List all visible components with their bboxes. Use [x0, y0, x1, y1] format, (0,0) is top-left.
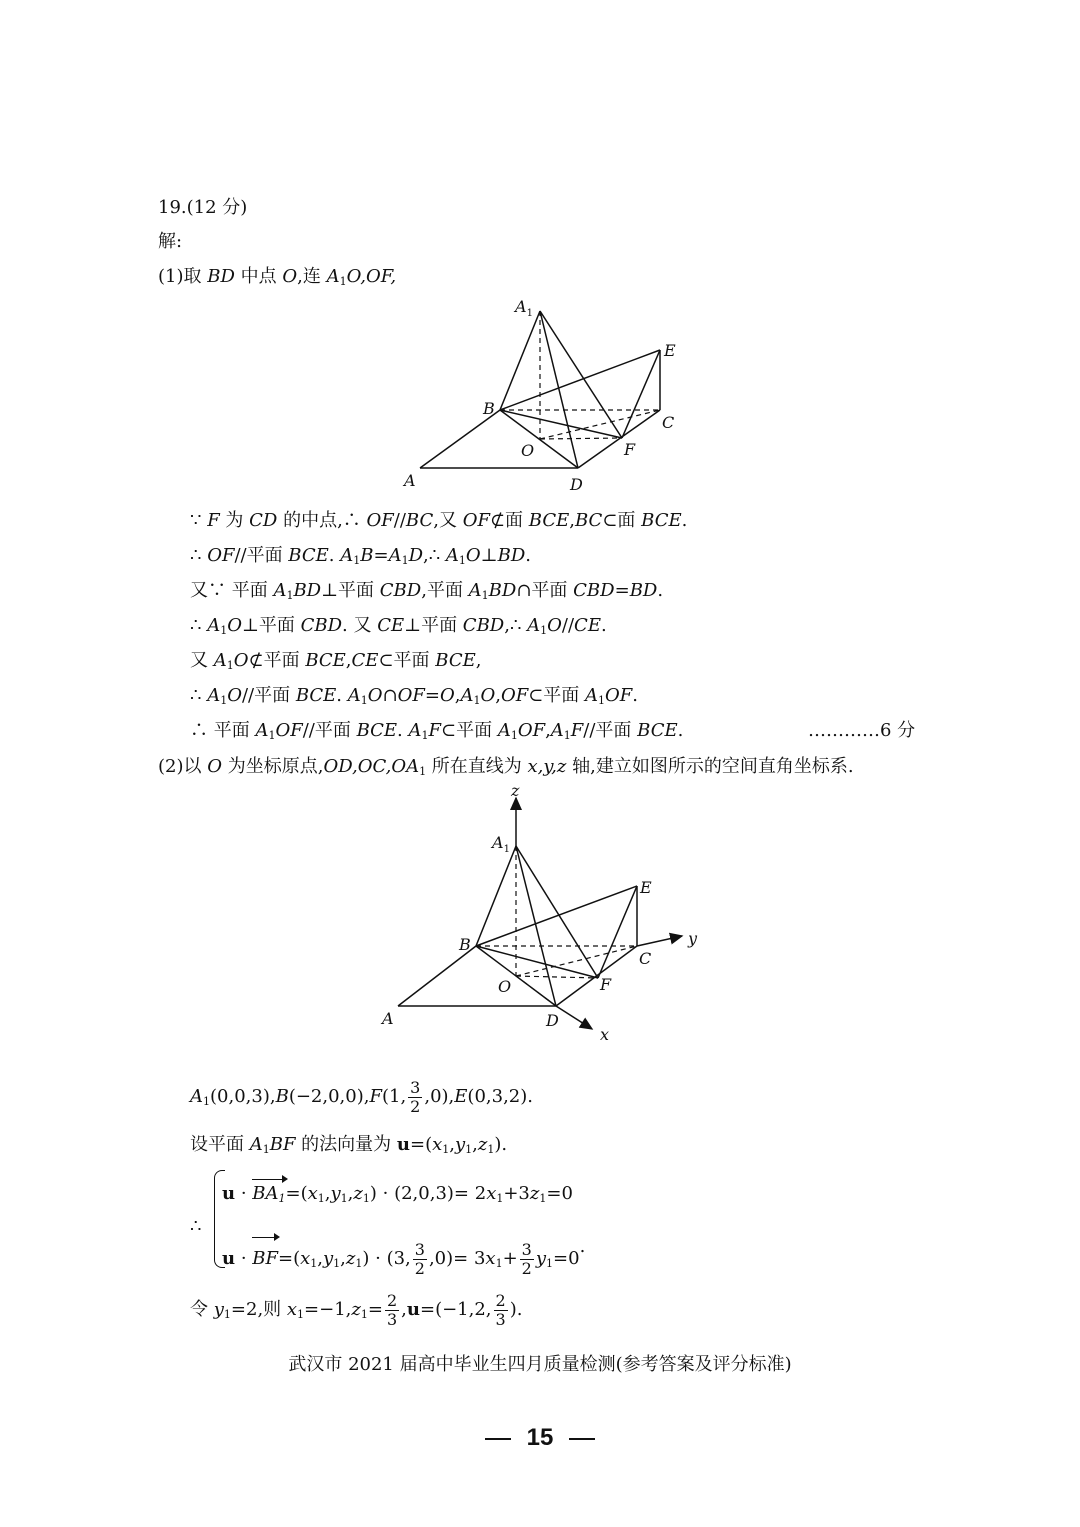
label-a: A [404, 471, 416, 490]
part1-intro-c: ,连 [297, 266, 327, 287]
part1-intro-sub1: 1 [339, 275, 347, 288]
problem-points: (12 分) [186, 197, 248, 218]
edge2-b-e [476, 886, 637, 946]
edge-b-a [420, 410, 500, 468]
label2-f: F [600, 975, 612, 994]
equation-1: $u \cdot BA_1=(x_1,y_1,z_1) \cdot (2,0,3)= 2x_1+3z_1=0$ [222, 1183, 573, 1205]
figure-2 [380, 780, 710, 1050]
label-e: E [664, 341, 676, 360]
solution-u-line: 令 $y_1=2$,则 $x_1=-1,z_1=$ $\frac{2}{3}$ ,u=(−1,2, $\frac{2}{3}$ ). [190, 1290, 523, 1329]
dashed-o-c [540, 410, 660, 439]
part2-intro-c: 所在直线为 [426, 756, 528, 777]
label2-a: A [382, 1009, 394, 1028]
part2-intro-d: 轴,建立如图所示的空间直角坐标系. [566, 756, 854, 777]
label-a1-letter: A [515, 297, 527, 316]
edge2-a1-d [516, 846, 556, 1006]
therefore-symbol: ∴ [190, 1216, 202, 1237]
vector-bf: BF [252, 1240, 278, 1278]
label-d: D [570, 475, 583, 494]
label-b: B [483, 399, 495, 418]
footer-title: 武汉市 2021 届高中毕业生四月质量检测(参考答案及评分标准) [288, 1354, 792, 1375]
proof-line-2: ∴ OF//平面 BCE. $A_1B=A_1D,\therefore$ $A_1O\perp BD$. [190, 545, 532, 567]
part1-intro-d: O,OF, [346, 266, 397, 287]
normal-vector-line: 设平面 $A_1BF$ 的法向量为 $u=(x_1,y_1,z_1)$. [190, 1134, 508, 1156]
part1-intro-a: (1)取 [158, 266, 208, 287]
solution-label: 解: [158, 231, 183, 252]
part1-intro [158, 265, 396, 289]
axis-x [556, 1006, 592, 1029]
part2-intro-o: O [207, 756, 222, 777]
label-a1-sub: 1 [526, 308, 533, 319]
label2-c: C [639, 949, 652, 968]
proof-line-4: ∴ $A_1O\perp$平面 CBD. 又 CE⊥平面 CBD,∴ $A_1O//CE$. [190, 615, 607, 637]
problem-number [158, 196, 247, 220]
part1-intro-o: O [282, 266, 298, 287]
proof-line-7: ∴ 平面 $A_1OF//$平面 BCE. $A_1F\subset$平面 $A_1OF,A_1F//$平面 BCE. [190, 720, 684, 742]
page-dash-left [485, 1438, 511, 1440]
edge2-e-f [598, 886, 637, 978]
label2-e: E [640, 878, 652, 897]
dashed2-o-f [516, 976, 598, 978]
problem-number-text: 19. [158, 197, 187, 218]
part1-intro-bd: BD [207, 266, 235, 287]
page-number-text: 15 [526, 1424, 554, 1451]
label2-y: y [688, 929, 698, 948]
part2-intro-axes: OD,OC,OA [323, 756, 420, 777]
proof-line-1: ∵ F 为 CD 的中点,∴ OF//BC,又 OF⊄面 BCE,BC⊂面 BCE. [190, 510, 688, 531]
label2-a1-letter: A [492, 833, 504, 852]
edge-d-c [578, 410, 660, 468]
edge2-b-a [398, 946, 476, 1006]
edge2-a1-b [476, 846, 516, 946]
frac-3-2: $\frac{3}{2}$ [410, 1077, 421, 1116]
label-a1 [513, 297, 533, 319]
edge2-a1-f [516, 846, 598, 978]
part2-intro-sub1: 1 [419, 765, 427, 778]
part2-intro-a: (2)以 [158, 756, 208, 777]
part2-intro [158, 755, 854, 779]
page-number [0, 1424, 1080, 1452]
label-c: C [662, 413, 675, 432]
edge-a1-f [540, 311, 622, 438]
label2-x: x [600, 1025, 610, 1044]
label2-d: D [546, 1011, 559, 1030]
label2-z: z [511, 781, 520, 800]
part1-intro-b: 中点 [234, 266, 283, 287]
edge-e-f [622, 350, 660, 438]
part2-intro-xyz: x,y,z [527, 756, 567, 777]
vector-ba1: $BA_1$ [252, 1183, 286, 1205]
page-dash-right [569, 1438, 595, 1440]
figure-1 [400, 295, 700, 495]
edge2-b-f [476, 946, 598, 978]
label2-a1 [490, 833, 510, 855]
part2-intro-b: 为坐标原点, [221, 756, 324, 777]
proof-line-5: 又 $A_1O⊄$平面 BCE,CE⊂平面 BCE, [190, 650, 482, 672]
axis-y [637, 936, 682, 946]
label2-a1-sub: 1 [503, 844, 510, 855]
label-o: O [521, 441, 535, 460]
proof-line-3: 又∵ 平面 $A_1BD\perp$平面 CBD,平面 $A_1BD\cap$平面 CBD=BD. [190, 580, 664, 602]
proof-line-6: ∴ $A_1O//$平面 BCE. $A_1O\cap OF=O,A_1O,OF\subset$平面 $A_1OF$. [190, 685, 638, 707]
coordinates-line: $A_1(0,0,3),B(-2,0,0),F(1$, $\frac{3}{2}$ ,0),E(0,3,2). [190, 1077, 533, 1116]
part1-score: …………6 分 [808, 720, 916, 741]
part1-intro-a1: A [326, 266, 340, 287]
edge-b-e [500, 350, 660, 410]
edge-a1-b [500, 311, 540, 410]
label2-o: O [498, 977, 512, 996]
edge2-d-c [556, 946, 637, 1006]
dashed-o-f [540, 438, 622, 439]
label-f: F [624, 440, 636, 459]
label2-b: B [459, 935, 471, 954]
equation-2: $u \cdot BF=(x_1,y_1,z_1) \cdot (3$, $\frac{3}{2}$ $,0)= 3x_1+$ $\frac{3}{2}$ $y_1=0$. [222, 1236, 586, 1278]
